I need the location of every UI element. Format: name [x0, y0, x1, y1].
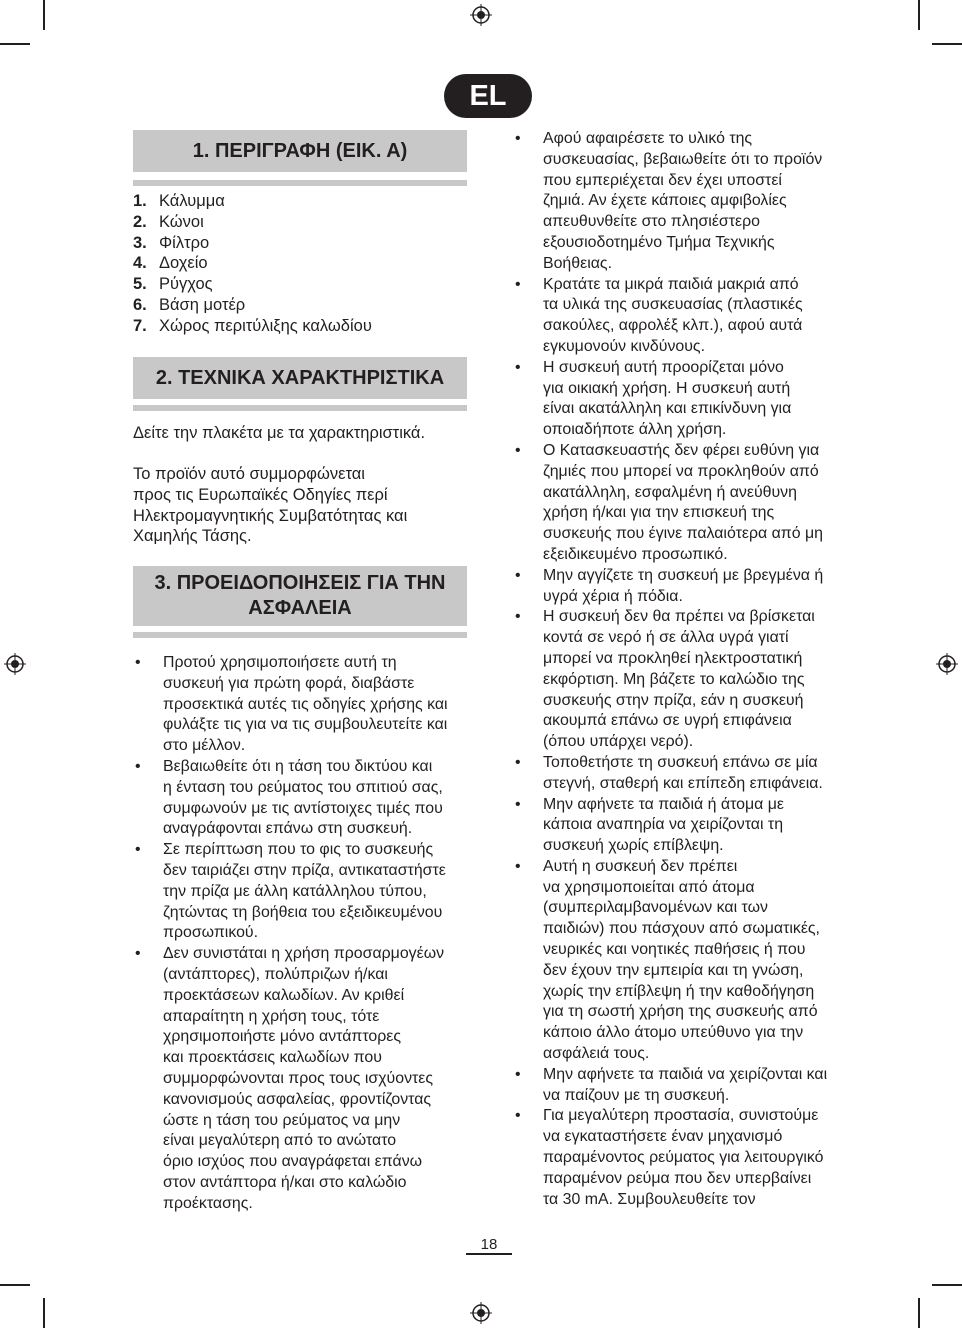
- crop-mark: [43, 1298, 45, 1328]
- registration-mark-icon: [4, 653, 26, 675]
- page-number: 18: [480, 1236, 498, 1253]
- list-item: [133, 191, 372, 212]
- safety-bullet: • Η συσκευή δεν θα πρέπει να βρίσκεται κοντά σε νερό ή σε άλλα υγρά γιατί μπορεί να προκληθεί ηλεκτροστατική εκφόρτιση. Μη βάζετε το καλώδιο της συσκευής στην πρίζα, εάν η συσκευή ακουμπά επάνω σε υγρή επιφάνεια (όπου υπάρχει νερό).: [513, 607, 863, 753]
- safety-bullet: • Προτού χρησιμοποιήσετε αυτή τη συσκευή για πρώτη φορά, διαβάστε προσεκτικά αυτές τις οδηγίες χρήσης και φυλάξτε τις για να τις συμβουλευτείτε και στο μέλλον.: [133, 653, 478, 757]
- registration-mark-icon: [936, 653, 958, 675]
- safety-bullet: • Κρατάτε τα μικρά παιδιά μακριά από τα υλικά της συσκευασίας (πλαστικές σακούλες, αφρολέξ κλπ.), αφού αυτά εγκυμονούν κινδύνους.: [513, 275, 863, 358]
- list-item: [133, 212, 372, 233]
- safety-bullet: • Τοποθετήστε τη συσκευή επάνω σε μία στεγνή, σταθερή και επίπεδη επιφάνεια.: [513, 753, 863, 795]
- item-number: 7.: [133, 316, 147, 335]
- section-divider: [133, 632, 467, 638]
- language-badge: EL: [444, 74, 532, 118]
- list-item: [133, 233, 372, 254]
- safety-bullet: • Αφού αφαιρέσετε το υλικό της συσκευασίας, βεβαιωθείτε ότι το προϊόν που εμπεριέχεται δεν έχει υποστεί ζημιά. Αν έχετε κάποιες αμφιβολίες απευθυνθείτε στο πλησιέστερο εξουσιοδοτημένο Τμήμα Τεχνικής Βοήθειας.: [513, 129, 863, 275]
- technical-note: Δείτε την πλακέτα με τα χαρακτηριστικά.: [133, 424, 426, 442]
- registration-mark-icon: [470, 4, 492, 26]
- item-label: Βάση μοτέρ: [159, 295, 246, 314]
- crop-mark: [918, 0, 920, 30]
- list-item: [133, 253, 372, 274]
- item-label: Ρύγχος: [159, 275, 213, 294]
- safety-bullet: • Μην αφήνετε τα παιδιά ή άτομα με κάποια αναπηρία να χειρίζονται τη συσκευή χωρίς επίβλεψη.: [513, 795, 863, 857]
- crop-mark: [918, 1298, 920, 1328]
- section-heading-description: 1. ΠΕΡΙΓΡΑΦΗ (ΕΙΚ. Α): [133, 130, 467, 172]
- crop-mark: [0, 1284, 30, 1286]
- crop-mark: [932, 43, 962, 45]
- item-number: 1.: [133, 192, 147, 210]
- section-heading-technical: 2. ΤΕΧΝΙΚΑ ΧΑΡΑΚΤΗΡΙΣΤΙΚΑ: [133, 357, 467, 399]
- safety-bullet: • Για μεγαλύτερη προστασία, συνιστούμε να εγκαταστήσετε έναν μηχανισμό παραμένοντος ρεύματος για λειτουργικό παραμένον ρεύμα που δεν υπερβαίνει τα 30 mA. Συμβουλευθείτε τον: [513, 1106, 863, 1210]
- safety-list-left: [133, 653, 478, 1215]
- safety-bullet: • Αυτή η συσκευή δεν πρέπει να χρησιμοποιείται από άτομα (συμπεριλαμβανομένων και των παιδιών) που πάσχουν από σωματικές, νευρικές και νοητικές παθήσεις ή που δεν έχουν την εμπειρία και τη γνώση, χωρίς την επίβλεψη ή την καθοδήγηση για τη σωστή χρήση της συσκευής από κάποιο άλλο άτομο υπεύθυνο για την ασφάλειά τους.: [513, 857, 863, 1065]
- item-number: 3.: [133, 233, 147, 252]
- item-number: 2.: [133, 212, 147, 231]
- section-divider: [133, 405, 467, 411]
- crop-mark: [43, 0, 45, 30]
- section-heading-safety: 3. ΠΡΟΕΙΔΟΠΟΙΗΣΕΙΣ ΓΙΑ ΤΗΝ ΑΣΦΑΛΕΙΑ: [133, 566, 467, 626]
- safety-list-right: [513, 129, 863, 1210]
- section-divider: [133, 180, 467, 186]
- list-item: [133, 274, 372, 295]
- item-number: 6.: [133, 295, 147, 314]
- safety-bullet: • Μην αφήνετε τα παιδιά να χειρίζονται και να παίζουν με τη συσκευή.: [513, 1065, 863, 1107]
- crop-mark: [932, 1284, 962, 1286]
- item-label: Κώνοι: [159, 212, 204, 231]
- safety-bullet: • Δεν συνιστάται η χρήση προσαρμογέων (αντάπτορες), πολύπριζων ή/και προεκτάσεων καλωδίων. Αν κριθεί απαραίτητη η χρήση τους, τότε χρησιμοποιήστε μόνο αντάπτορες και προεκτάσεις καλωδίων που συμμορφώνονται προς τους ισχύοντες κανονισμούς ασφαλείας, φροντίζοντας ώστε η τάση του ρεύματος να μην είναι μεγαλύτερη από το ανώτατο όριο ισχύος που αναγράφεται επάνω στον αντάπτορα ή/και στο καλώδιο προέκτασης.: [133, 944, 478, 1214]
- item-number: 5.: [133, 275, 147, 294]
- crop-mark: [0, 43, 30, 45]
- safety-bullet: • Βεβαιωθείτε ότι η τάση του δικτύου και η ένταση του ρεύματος του σπιτιού σας, συμφωνούν με τις αντίστοιχες τιμές που αναγράφονται επάνω στη συσκευή.: [133, 757, 478, 840]
- safety-bullet: • Η συσκευή αυτή προορίζεται μόνο για οικιακή χρήση. Η συσκευή αυτή είναι ακατάλληλη και επικίνδυνη για οποιαδήποτε άλλη χρήση.: [513, 358, 863, 441]
- item-label: Κάλυμμα: [159, 192, 225, 210]
- item-number: 4.: [133, 254, 147, 273]
- list-item: [133, 316, 372, 337]
- safety-bullet: • Μην αγγίζετε τη συσκευή με βρεγμένα ή υγρά χέρια ή πόδια.: [513, 566, 863, 608]
- item-label: Φίλτρο: [159, 233, 210, 252]
- item-label: Δοχείο: [159, 254, 208, 273]
- safety-bullet: • Ο Κατασκευαστής δεν φέρει ευθύνη για ζημιές που μπορεί να προκληθούν από ακατάλληλη, εσφαλμένη ή ανεύθυνη χρήση ή/και για την επισκευή της συσκευής που έγινε παλαιότερα από μη εξειδικευμένο προσωπικό.: [513, 441, 863, 566]
- page-number-rule: [466, 1253, 512, 1255]
- registration-mark-icon: [470, 1302, 492, 1324]
- parts-list: [133, 191, 372, 337]
- list-item: [133, 295, 372, 316]
- safety-bullet: • Σε περίπτωση που το φις το συσκευής δεν ταιριάζει στην πρίζα, αντικαταστήστε την πρίζα με άλλη κατάλληλου τύπου, ζητώντας τη βοήθεια του εξειδικευμένου προσωπικού.: [133, 840, 478, 944]
- item-label: Χώρος περιτύλιξης καλωδίου: [159, 316, 372, 335]
- compliance-statement: Το προϊόν αυτό συμμορφώνεται προς τις Ευρωπαϊκές Οδηγίες περί Ηλεκτρομαγνητικής Συμβατότητας και Χαμηλής Τάσης.: [133, 465, 408, 546]
